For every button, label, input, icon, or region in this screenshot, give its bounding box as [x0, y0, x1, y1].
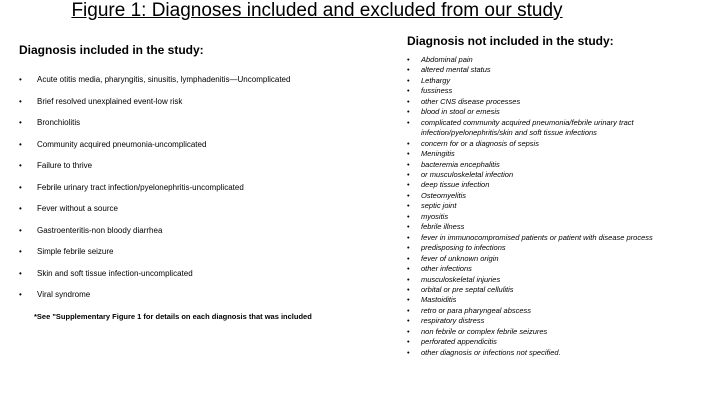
included-list — [19, 75, 290, 312]
bullet-icon: • — [19, 268, 22, 278]
list-item: • other CNS disease processes — [407, 96, 521, 106]
bullet-icon: • — [407, 201, 410, 211]
bullet-icon: • — [407, 117, 410, 127]
bullet-icon: • — [407, 316, 410, 326]
bullet-icon: • — [19, 139, 22, 149]
list-item: • Osteomyelitis — [407, 190, 467, 200]
list-item: • myositis — [407, 211, 449, 221]
list-item: • deep tissue infection — [407, 180, 490, 190]
list-item: • Meningitis — [407, 149, 455, 159]
list-item: • orbital or pre septal cellulitis — [407, 284, 514, 294]
list-item: • respiratory distress — [407, 316, 485, 326]
bullet-icon: • — [19, 204, 22, 213]
excluded-list — [407, 55, 653, 358]
list-item: • other infections — [407, 264, 472, 274]
bullet-icon: • — [19, 75, 22, 84]
list-item: • Acute otitis media, pharyngitis, sinusitis, lymphadenitis—Uncomplicated — [19, 75, 291, 84]
list-item: • Skin and soft tissue infection-uncomplicated — [19, 268, 193, 278]
list-item: • Bronchiolitis — [19, 118, 81, 127]
bullet-icon: • — [407, 138, 410, 148]
list-item: • blood in stool or emesis — [407, 107, 500, 117]
bullet-icon: • — [19, 290, 22, 299]
bullet-icon: • — [407, 86, 410, 96]
list-item: • Viral syndrome — [19, 290, 91, 299]
list-item: • Lethargy — [407, 75, 451, 85]
list-item: • septic joint — [407, 201, 457, 211]
excluded-section — [407, 34, 712, 357]
bullet-icon: • — [407, 253, 410, 263]
bullet-icon: • — [407, 284, 410, 294]
bullet-icon: • — [407, 264, 410, 274]
bullet-icon: • — [407, 337, 410, 347]
included-heading: Diagnosis included in the study: — [19, 43, 204, 57]
list-item: • predisposing to infections — [407, 243, 506, 253]
bullet-icon: • — [407, 326, 410, 336]
bullet-icon: • — [407, 222, 410, 232]
supplementary-note: *See "Supplementary Figure 1 for details on each diagnosis that was included — [34, 312, 312, 321]
bullet-icon: • — [407, 180, 410, 190]
list-item: • Community acquired pneumonia-uncomplicated — [19, 139, 207, 149]
list-item: • retro or para pharyngeal abscess — [407, 305, 532, 315]
bullet-icon: • — [19, 182, 22, 192]
list-item: • Fever without a source — [19, 204, 118, 213]
list-item: • fever in immunocompromised patients or patient with disease process — [407, 232, 653, 242]
excluded-heading: Diagnosis not included in the study: — [407, 34, 614, 48]
list-item: • Gastroenteritis-non bloody diarrhea — [19, 225, 163, 235]
bullet-icon: • — [407, 274, 410, 284]
list-item: • perforated appendicitis — [407, 337, 497, 347]
list-item: • Abdominal pain — [407, 55, 473, 64]
bullet-icon: • — [407, 55, 410, 64]
list-item-continuation: infection/pyelonephritis/skin and soft tissue infections — [421, 128, 597, 138]
bullet-icon: • — [407, 305, 410, 315]
bullet-icon: • — [407, 190, 410, 200]
list-item: • Mastoiditis — [407, 295, 457, 305]
bullet-icon: • — [407, 96, 410, 106]
list-item: • complicated community acquired pneumonia/febrile urinary tract — [407, 117, 634, 127]
bullet-icon: • — [407, 65, 410, 75]
list-item: • altered mental status — [407, 65, 491, 75]
list-item: • concern for or a diagnosis of sepsis — [407, 138, 539, 148]
bullet-icon: • — [407, 75, 410, 85]
bullet-icon: • — [407, 232, 410, 242]
list-item: • musculoskeletal injuries — [407, 274, 501, 284]
list-item: • bacteremia encephalitis — [407, 159, 500, 169]
bullet-icon: • — [19, 247, 22, 256]
bullet-icon: • — [19, 96, 22, 106]
bullet-icon: • — [407, 169, 410, 179]
list-item: • or musculoskeletal infection — [407, 169, 514, 179]
bullet-icon: • — [407, 159, 410, 169]
list-item: • fever of unknown origin — [407, 253, 499, 263]
list-item: • non febrile or complex febrile seizures — [407, 326, 548, 336]
bullet-icon: • — [407, 243, 410, 253]
list-item: • fussiness — [407, 86, 453, 96]
included-section — [19, 43, 379, 321]
list-item: • Simple febrile seizure — [19, 247, 114, 256]
list-item: • Brief resolved unexplained event-low risk — [19, 96, 183, 106]
bullet-icon: • — [19, 225, 22, 235]
list-item: • Febrile urinary tract infection/pyelonephritis-uncomplicated — [19, 182, 244, 192]
bullet-icon: • — [407, 107, 410, 117]
bullet-icon: • — [407, 295, 410, 305]
bullet-icon: • — [19, 161, 22, 170]
list-item: • other diagnosis or infections not specified. — [407, 347, 561, 357]
list-item: • Failure to thrive — [19, 161, 93, 170]
bullet-icon: • — [19, 118, 22, 127]
bullet-icon: • — [407, 347, 410, 357]
list-item: • febrile illness — [407, 222, 465, 232]
bullet-icon: • — [407, 211, 410, 221]
figure-title: Figure 1: Diagnoses included and excluded from our study — [71, 0, 563, 21]
bullet-icon: • — [407, 149, 410, 159]
